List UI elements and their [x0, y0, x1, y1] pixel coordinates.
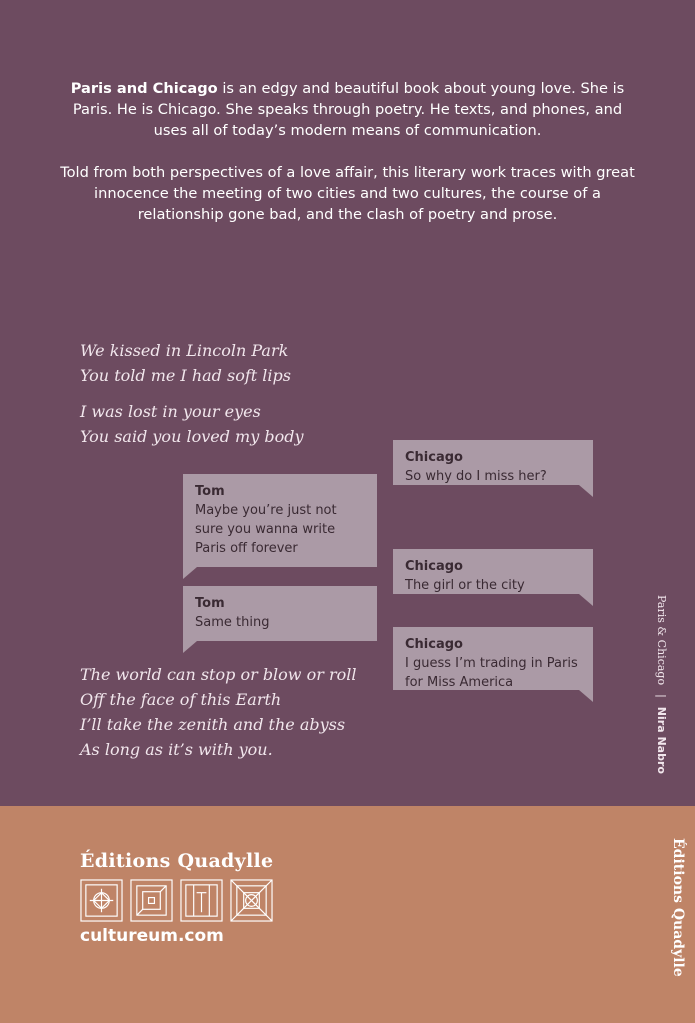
gate-ornament-icon	[180, 879, 223, 922]
poem-bottom	[80, 662, 356, 762]
poem-line: I was lost in your eyes	[80, 402, 261, 421]
poem-line: You said you loved my body	[80, 427, 304, 446]
poem-top	[80, 338, 304, 449]
spine-separator: |	[655, 694, 668, 698]
message-sender: Tom	[195, 596, 225, 611]
poem-line: We kissed in Lincoln Park	[80, 341, 289, 360]
poem-line: You told me I had soft lips	[80, 366, 291, 385]
message-text: I guess I’m trading in Paris for Miss America	[405, 656, 578, 690]
poem-line: Off the face of this Earth	[80, 690, 282, 709]
spine-title: Paris & Chicago	[655, 595, 668, 686]
blurb-book-title: Paris and Chicago	[70, 80, 218, 97]
poem-line: I’ll take the zenith and the abyss	[80, 715, 346, 734]
message-bubble-chicago	[393, 440, 593, 485]
poem-line: As long as it’s with you.	[80, 740, 273, 759]
publisher-logo-tiles	[80, 879, 273, 922]
blurb-paragraph-1-text: is an edgy and beautiful book about young love. She is Paris. He is Chicago. She speaks through poetry. He texts, and phones, and uses all of today’s modern means of communication.	[72, 80, 625, 139]
spine-publisher: Éditions Quadylle	[670, 838, 686, 977]
maze-ornament-icon	[130, 879, 173, 922]
spine-title-author	[655, 595, 668, 774]
square-ornament-icon	[80, 879, 123, 922]
back-cover-blurb	[60, 78, 635, 246]
message-text: Maybe you’re just not sure you wanna write Paris off forever	[195, 503, 337, 556]
publisher-name: Éditions Quadylle	[80, 850, 274, 872]
message-text: Same thing	[195, 615, 270, 630]
message-bubble-tom	[183, 474, 377, 567]
message-bubble-chicago	[393, 627, 593, 690]
message-sender: Chicago	[405, 450, 463, 465]
blurb-paragraph-1	[60, 78, 635, 141]
message-sender: Chicago	[405, 559, 463, 574]
publisher-website[interactable]: cultureum.com	[80, 926, 224, 946]
poem-line: The world can stop or blow or roll	[80, 665, 357, 684]
message-sender: Chicago	[405, 637, 463, 652]
message-text: The girl or the city	[405, 578, 525, 593]
message-bubble-tom	[183, 586, 377, 641]
pyramid-ornament-icon	[230, 879, 273, 922]
message-sender: Tom	[195, 484, 225, 499]
spine-author: Nira Nabro	[655, 706, 668, 774]
message-bubble-chicago	[393, 549, 593, 594]
blurb-paragraph-2: Told from both perspectives of a love affair, this literary work traces with great innocence the meeting of two cities and two cultures, the course of a relationship gone bad, and the clash of poetry and prose.	[60, 164, 635, 223]
message-text: So why do I miss her?	[405, 469, 547, 484]
